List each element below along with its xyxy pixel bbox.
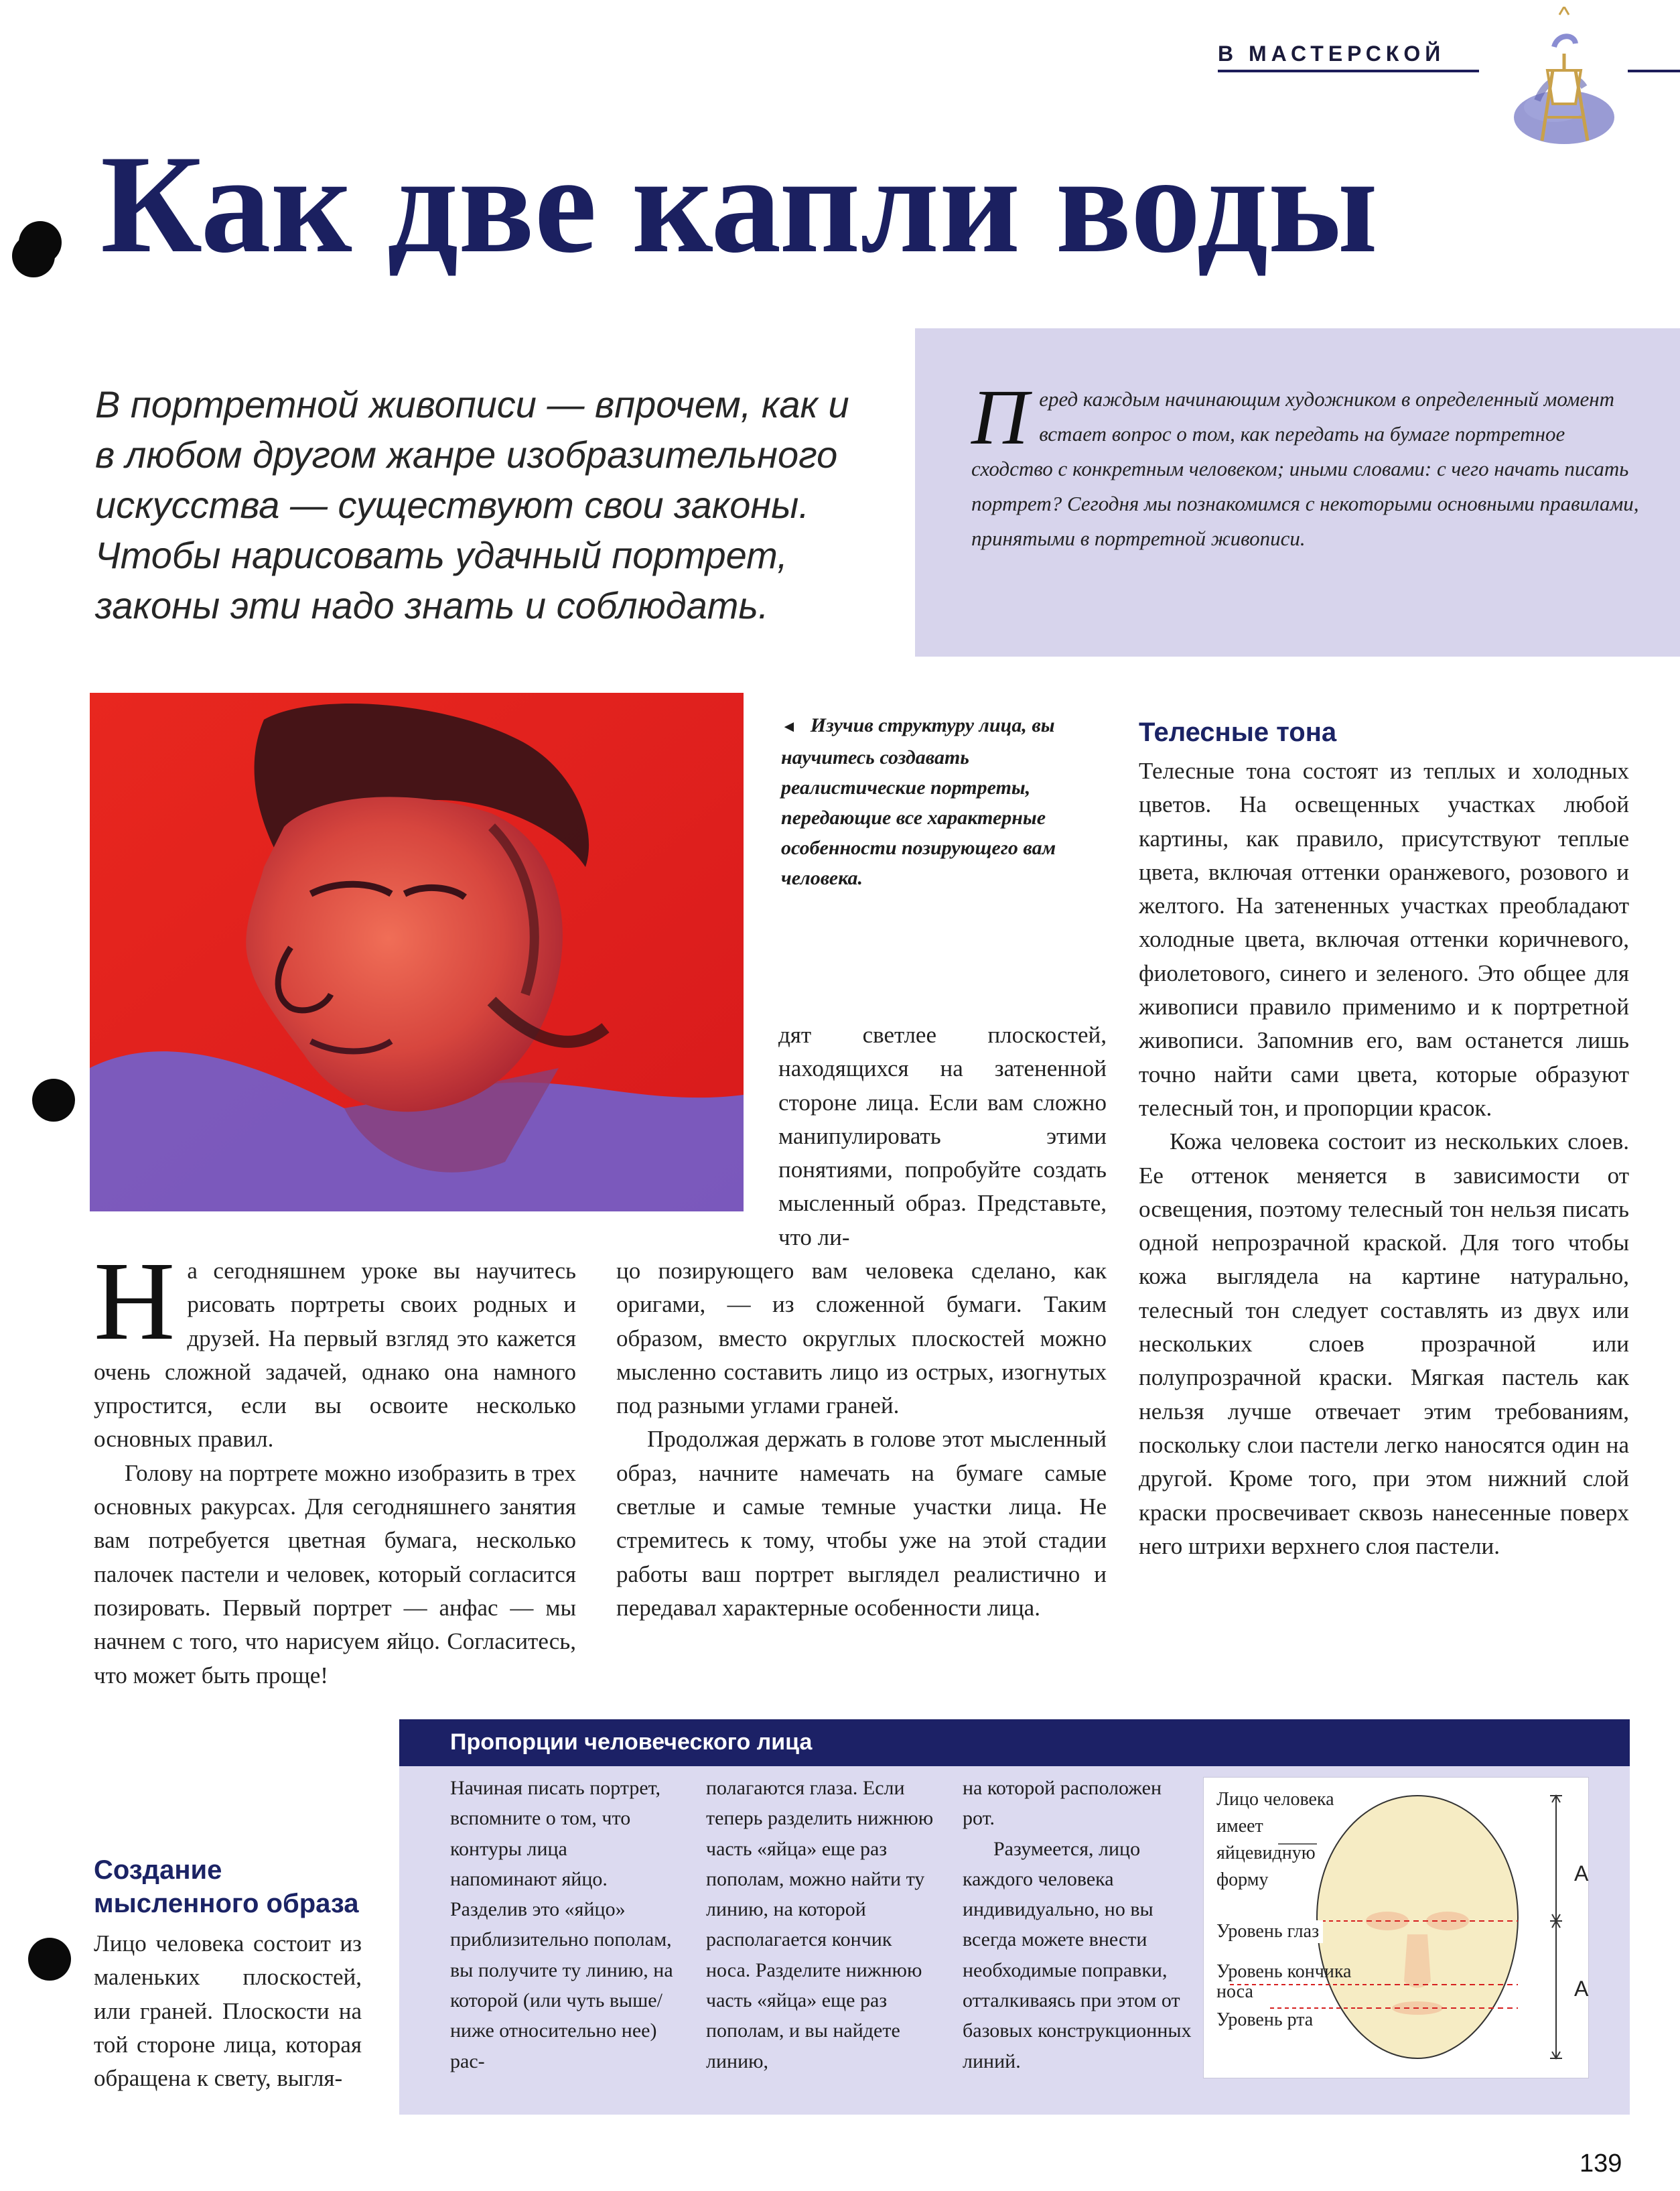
nose-shape <box>1404 1934 1431 1988</box>
article-column-2b <box>616 1254 1107 1625</box>
section-rule-right <box>1628 70 1680 72</box>
article-paragraph-5: Телесные тона состоят из теплых и холодных цветов. На освещенных участках любой картины, как правило, присутствуют теплые цвета, включая оттенки оранжевого, розового и желтого. На затененных участках преобладают холодные цвета, включая оттенки коричневого, фиолетового, синего и зеленого. Это общее для живописи правило применимо и к портретной живописи. Запомнив его, вам останется лишь точно найти сами цвета, которые образуют телесный тон, и пропорции красок. <box>1139 758 1629 1121</box>
box-text-3b: Разумеется, лицо каждого человека индивидуально, но вы всегда можете внести необходимые поправки, отталкиваясь при этом от базовых конструкционных линий. <box>963 1837 1192 2072</box>
subhead-flesh-tones: Телесные тона <box>1139 718 1337 747</box>
article-column-1b <box>94 1927 362 2095</box>
section-label: В МАСТЕРСКОЙ <box>1218 42 1446 66</box>
article-column-1 <box>94 1239 576 1692</box>
diagram-mark-a-upper: A <box>1574 1861 1589 1885</box>
subhead-1-wrap <box>94 1853 362 1920</box>
diagram-label-nose: Уровень кончика носа <box>1216 1961 1352 2002</box>
intro-dropcap: П <box>971 373 1029 461</box>
proportions-box-title: Пропорции человеческого лица <box>450 1729 813 1755</box>
page-title: Как две капли воды <box>100 127 1378 282</box>
intro-body: еред каждым начинающим художником в определенный момент встает вопрос о том, как передать на бумаге портретное сходство с конкретным человеком; иными словами: с чего начать писать портрет? Сегодня мы познакомимся с некоторыми основными правилами, принятыми в портретной живописи. <box>971 387 1639 550</box>
article-paragraph-4: Продолжая держать в голове этот мысленный образ, начните намечать на бумаге самые светлые и самые темные участки лица. Не стремитесь к тому, чтобы уже на этой стадии работы ваш портрет выглядел реалистично и передавал характерные особенности лица. <box>616 1426 1107 1621</box>
diagram-label-eyes: Уровень глаз <box>1216 1920 1323 1943</box>
box-column-3 <box>963 1773 1194 2076</box>
article-column-3 <box>1139 716 1629 1563</box>
diagram-label-shape: Лицо человека имеет яйцевидную форму <box>1216 1789 1334 1890</box>
box-text-1: Начиная писать портрет, вспомните о том, что контуры лица напоминают яйцо. Разделив это «яйцо» приблизительно пополам, вы получите ту линию, на которой (или чуть выше/ниже относительно нее) рас- <box>450 1777 673 2072</box>
section-rule <box>1218 70 1479 72</box>
title-bullet <box>19 221 62 264</box>
page-number: 139 <box>1580 2149 1622 2178</box>
box-column-2 <box>706 1773 934 2076</box>
binder-hole-bottom <box>28 1938 71 1981</box>
lead-paragraph: В портретной живописи — впрочем, как и в любом другом жанре изобразительного искусства — существуют свои законы. Чтобы нарисовать удачный портрет, законы эти надо знать и соблюдать. <box>95 383 849 626</box>
article-paragraph-3-cont: дят светлее плоскостей, находящихся на затененной стороне лица. Если вам сложно манипулировать этими понятиями, попробуйте создать мысленный образ. Представьте, что ли- <box>778 1022 1107 1250</box>
box-text-3a: на которой расположен рот. <box>963 1777 1162 1830</box>
image-caption <box>781 710 1109 893</box>
diagram-label-mouth: Уровень рта <box>1216 2009 1317 2032</box>
caption-text: Изучив структуру лица, вы научитесь создавать реалистические портреты, передающие все характерные особенности позирующего вам человека. <box>781 714 1056 889</box>
caption-arrow-icon: ◄ <box>781 718 797 736</box>
binder-hole-middle <box>32 1079 75 1122</box>
intro-text <box>971 373 1641 556</box>
box-column-1 <box>450 1773 678 2076</box>
portrait-illustration <box>90 693 744 1211</box>
article-paragraph-3-end: цо позирующего вам человека сделано, как оригами, — из сложенной бумаги. Таким образом, вместо округлых плоскостей можно мысленно составить лицо из острых, изогнутых под разными углами граней. <box>616 1258 1107 1419</box>
article-paragraph-1: а сегодняшнем уроке вы научитесь рисовать портреты своих родных и друзей. На первый взгляд это кажется очень сложной задачей, однако она намного упростится, если вы освоите несколько основных правил. <box>94 1258 576 1453</box>
article-paragraph-2: Голову на портрете можно изобразить в трех основных ракурсах. Для сегодняшнего занятия вам потребуется цветная бумага, несколько палочек пастели и человек, который согласится позировать. Первый портрет — анфас — мы начнем с того, что нарисуем яйцо. Согласитесь, что может быть проще! <box>94 1459 576 1688</box>
article-column-2a <box>778 1018 1107 1254</box>
subhead-mental-image: Создание мысленного образа <box>94 1855 359 1918</box>
article-paragraph-3-start: Лицо человека состоит из маленьких плоскостей, или граней. Плоскости на той стороне лица, которая обращена к свету, выгля- <box>94 1930 362 2092</box>
box-text-2: полагаются глаза. Если теперь разделить нижнюю часть «яйца» еще раз пополам, можно найти ту линию, на которой располагается кончик носа. Разделите нижнюю часть «яйца» еще раз пополам, и вы найдете линию, <box>706 1777 934 2072</box>
article-dropcap: Н <box>94 1239 176 1364</box>
article-paragraph-6: Кожа человека состоит из нескольких слоев. Ее оттенок меняется в зависимости от освещения, поэтому телесный тон нельзя писать одной непрозрачной краской. Для того чтобы кожа выглядела на картине натурально, телесный тон следует составлять из двух или нескольких слоев прозрачной или полупрозрачной краски. Мягкая пастель как нельзя лучше отвечает этим требованиям, поскольку слои пастели легко наносятся один на другой. Кроме того, при этом нижний слой краски просвечивает сквозь нанесенные поверх него штрихи верхнего слоя пастели. <box>1139 1128 1629 1559</box>
diagram-mark-a-lower: A <box>1574 1977 1589 2001</box>
easel-logo-icon <box>1500 7 1628 161</box>
